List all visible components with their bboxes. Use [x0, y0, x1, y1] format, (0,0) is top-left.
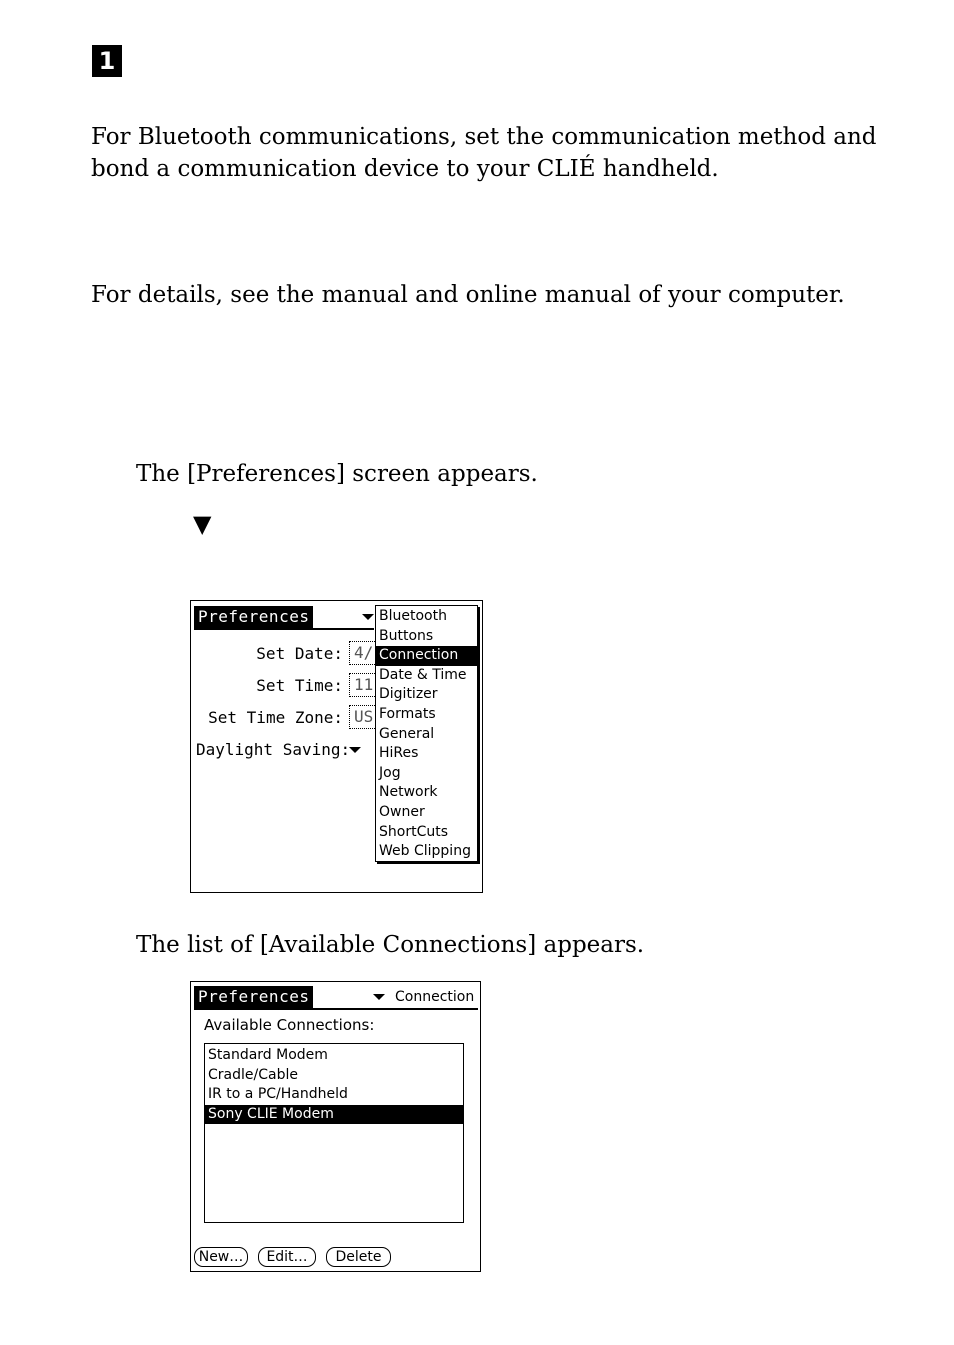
menu-item-jog[interactable]: Jog	[379, 764, 401, 781]
step-number-badge: 1	[92, 45, 122, 77]
set-time-zone-field[interactable]: US	[349, 705, 379, 729]
menu-item-shortcuts[interactable]: ShortCuts	[379, 823, 449, 840]
delete-button[interactable]: Delete	[326, 1247, 391, 1267]
set-time-zone-label: Set Time Zone:	[208, 708, 343, 727]
category-selected-label[interactable]: Connection	[395, 989, 475, 1005]
daylight-saving-label: Daylight Saving:	[196, 740, 351, 759]
title-underline-2	[194, 1008, 478, 1010]
list-item-standard-modem[interactable]: Standard Modem	[208, 1047, 328, 1063]
available-connections-heading: Available Connections:	[204, 1016, 375, 1034]
details-text: For details, see the manual and online manual of your computer.	[91, 282, 845, 308]
list-item-ir-pc-handheld[interactable]: IR to a PC/Handheld	[208, 1086, 348, 1103]
menu-item-hires[interactable]: HiRes	[379, 745, 419, 762]
set-time-field[interactable]: 11	[349, 673, 379, 697]
new-button[interactable]: New…	[194, 1247, 248, 1267]
menu-item-bluetooth[interactable]: Bluetooth	[379, 608, 447, 624]
daylight-saving-dropdown-icon[interactable]	[349, 747, 361, 753]
down-arrow-icon: ▼	[193, 510, 212, 538]
connections-appears-text: The list of [Available Connections] appears.	[136, 932, 645, 958]
list-item-sony-clie-modem[interactable]: Sony CLIE Modem	[205, 1105, 463, 1125]
set-date-label: Set Date:	[256, 644, 343, 663]
category-dropdown-icon-2[interactable]	[373, 994, 385, 1000]
intro-text-line-2: bond a communication device to your CLIÉ handheld.	[91, 156, 719, 182]
connections-list[interactable]	[204, 1043, 464, 1223]
list-item-cradle-cable[interactable]: Cradle/Cable	[208, 1066, 298, 1083]
menu-item-buttons[interactable]: Buttons	[379, 627, 434, 644]
menu-item-connection[interactable]: Connection	[376, 646, 477, 666]
preferences-screen	[190, 600, 483, 893]
menu-item-digitizer[interactable]: Digitizer	[379, 686, 438, 703]
menu-item-date-time[interactable]: Date & Time	[379, 666, 467, 683]
menu-item-general[interactable]: General	[379, 725, 435, 742]
menu-item-owner[interactable]: Owner	[379, 804, 425, 820]
set-time-label: Set Time:	[256, 676, 343, 695]
category-popup-menu	[375, 605, 478, 862]
menu-item-formats[interactable]: Formats	[379, 706, 436, 722]
connection-preferences-screen	[190, 981, 481, 1272]
title-underline	[194, 628, 374, 630]
intro-text-line-1: For Bluetooth communications, set the communication method and	[91, 124, 877, 150]
preferences-title: Preferences	[194, 606, 313, 628]
edit-button[interactable]: Edit…	[258, 1247, 316, 1267]
preferences-appears-text: The [Preferences] screen appears.	[136, 461, 538, 487]
set-date-field[interactable]: 4/	[349, 641, 379, 665]
menu-item-web-clipping[interactable]: Web Clipping	[379, 843, 471, 860]
preferences-title-2: Preferences	[194, 986, 313, 1008]
menu-item-network[interactable]: Network	[379, 784, 438, 801]
category-dropdown-icon[interactable]	[362, 614, 374, 620]
